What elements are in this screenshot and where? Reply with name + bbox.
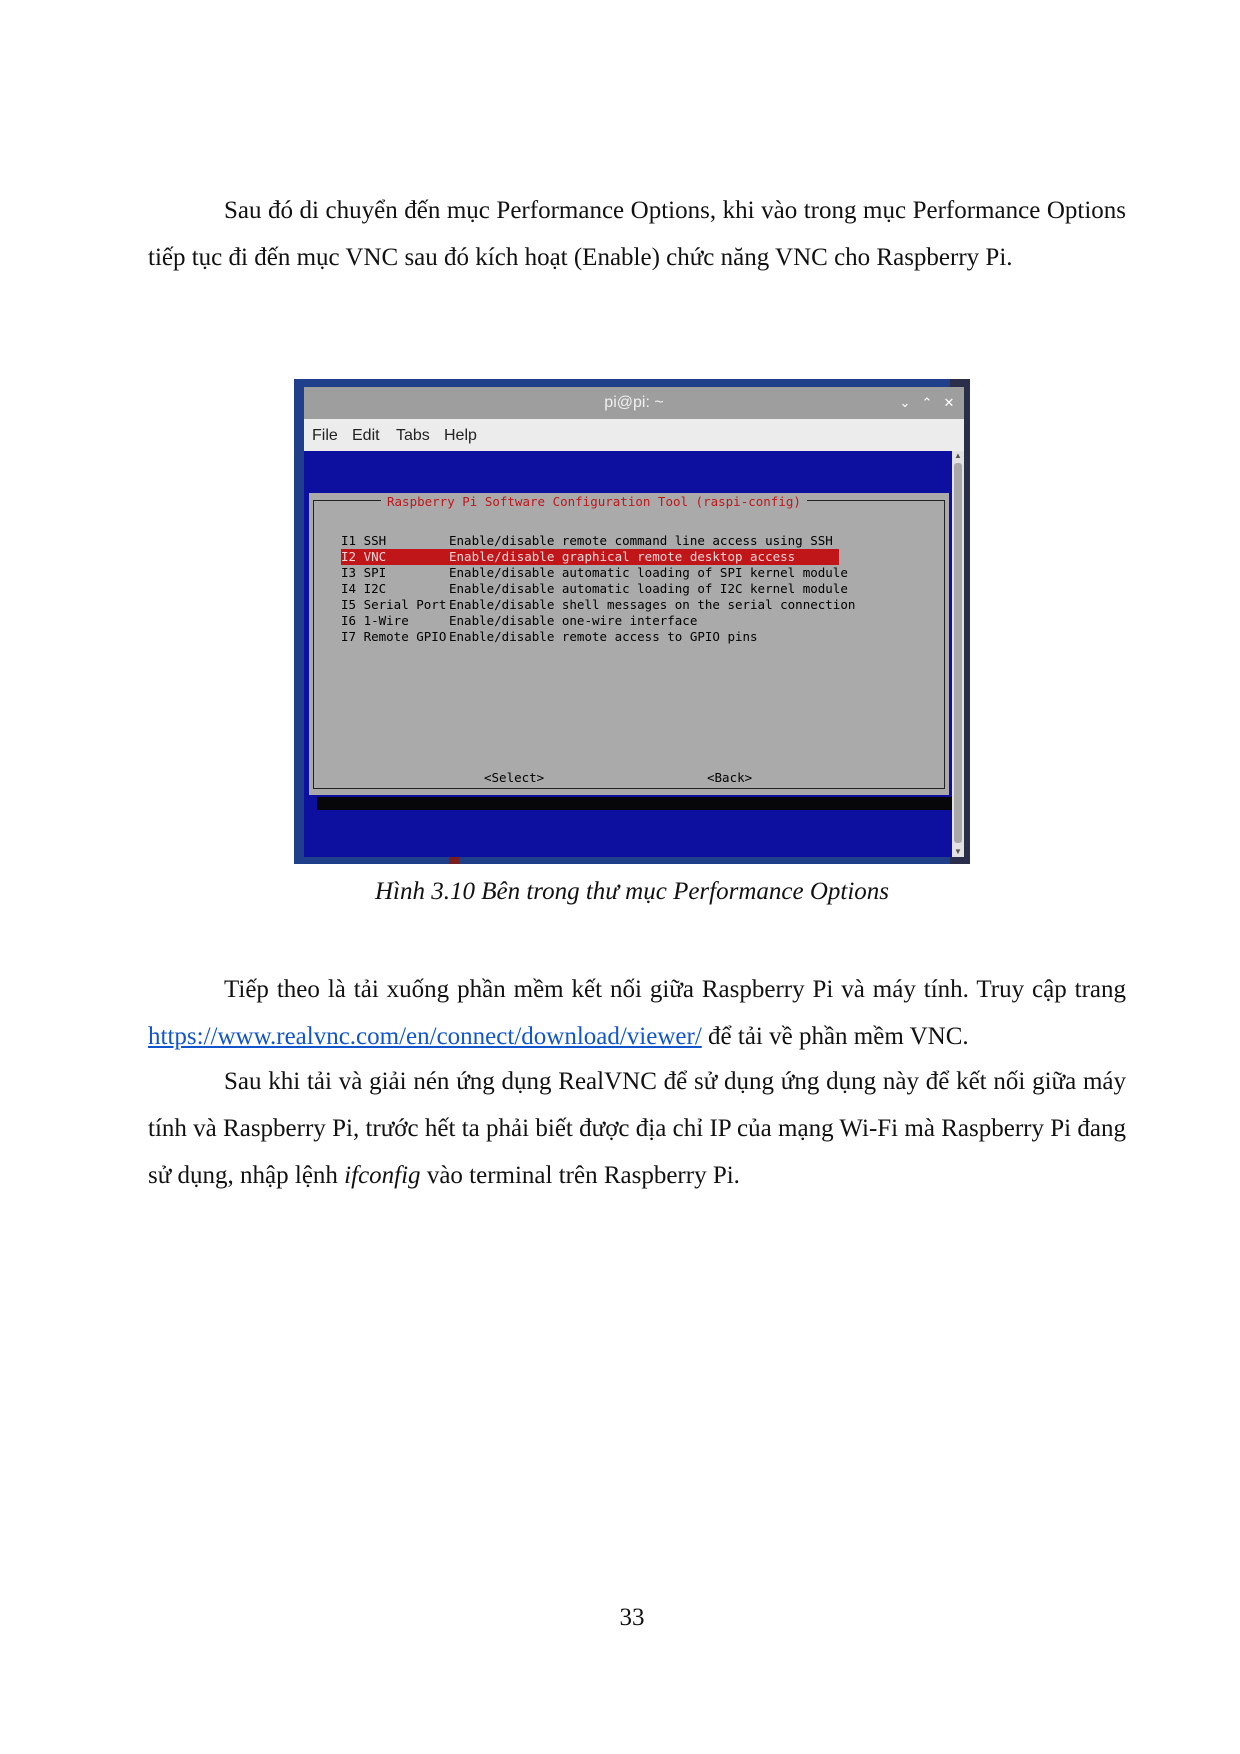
scroll-down-icon[interactable]: ▼ [954, 847, 962, 856]
menu-file[interactable]: File [312, 427, 338, 444]
option-id: I1 SSH [341, 533, 387, 548]
option-i2c[interactable] [341, 581, 848, 597]
option-id: I7 Remote GPIO [341, 629, 447, 644]
option-id: I2 VNC [341, 549, 387, 564]
option-id: I3 SPI [341, 565, 387, 580]
paragraph-download [148, 966, 1126, 1060]
menu-edit[interactable]: Edit [352, 427, 380, 444]
figure-screenshot [294, 379, 970, 864]
minimize-icon[interactable]: ⌄ [899, 395, 911, 410]
option-desc: Enable/disable remote access to GPIO pins [449, 629, 758, 644]
option-id: I6 1-Wire [341, 613, 409, 628]
option-desc: Enable/disable remote command line access using SSH [449, 533, 833, 548]
back-button[interactable]: <Back> [707, 770, 753, 785]
window-title: pi@pi: ~ [604, 394, 664, 411]
command-ifconfig: ifconfig [344, 1162, 421, 1189]
option-id: I4 I2C [341, 581, 387, 596]
paragraph-text: để tải về phần mềm VNC. [701, 1023, 969, 1050]
raspi-config-dialog [309, 493, 949, 795]
option-ssh[interactable] [341, 533, 833, 549]
dialog-shadow [317, 797, 952, 810]
option-desc: Enable/disable automatic loading of I2C kernel module [449, 581, 848, 596]
maximize-icon[interactable]: ⌃ [921, 395, 933, 410]
paragraph-text: vào terminal trên Raspberry Pi. [420, 1162, 740, 1189]
dialog-title: Raspberry Pi Software Configuration Tool (raspi-config) [381, 493, 807, 511]
page-number: 33 [619, 1604, 645, 1631]
option-serial-port[interactable] [341, 597, 855, 613]
paragraph-text: Tiếp theo là tải xuống phần mềm kết nối giữa Raspberry Pi và máy tính. Truy cập trang [224, 976, 1126, 1003]
menu-bar [304, 419, 964, 451]
menu-help[interactable]: Help [444, 427, 477, 444]
terminal-scrollbar[interactable] [952, 451, 964, 857]
scroll-up-icon[interactable]: ▲ [954, 451, 962, 460]
option-id: I5 Serial Port [341, 597, 447, 612]
paragraph-intro: Sau đó di chuyển đến mục Performance Options, khi vào trong mục Performance Options tiếp tục đi đến mục VNC sau đó kích hoạt (Enable) chức năng VNC cho Raspberry Pi. [148, 197, 1126, 271]
figure-caption: Hình 3.10 Bên trong thư mục Performance Options [374, 878, 890, 905]
option-desc: Enable/disable automatic loading of SPI kernel module [449, 565, 848, 580]
option-desc: Enable/disable shell messages on the serial connection [449, 597, 856, 612]
download-link[interactable]: https://www.realvnc.com/en/connect/download/viewer/ [148, 1023, 702, 1050]
terminal-area[interactable] [304, 451, 952, 857]
option-desc: Enable/disable graphical remote desktop access [449, 549, 796, 564]
option-desc: Enable/disable one-wire interface [449, 613, 698, 628]
paragraph-realvnc [148, 1058, 1126, 1199]
option-remote-gpio[interactable] [341, 629, 758, 645]
option-vnc-selected[interactable] [341, 549, 839, 565]
menu-tabs[interactable]: Tabs [396, 427, 430, 444]
scrollbar-thumb[interactable] [954, 463, 962, 843]
paragraph-text: Sau khi tải và giải nén ứng dụng RealVNC để sử dụng ứng dụng này để kết nối giữa máy tính và Raspberry Pi, trước hết ta phải biết được địa chỉ IP của mạng Wi-Fi mà Raspberry Pi đang sử dụng, nhập lệnh [148, 1068, 1126, 1189]
terminal-window [304, 387, 964, 857]
window-titlebar[interactable] [304, 387, 964, 419]
close-icon[interactable]: ✕ [943, 395, 955, 410]
option-1-wire[interactable] [341, 613, 697, 629]
select-button[interactable]: <Select> [484, 770, 545, 785]
option-spi[interactable] [341, 565, 848, 581]
